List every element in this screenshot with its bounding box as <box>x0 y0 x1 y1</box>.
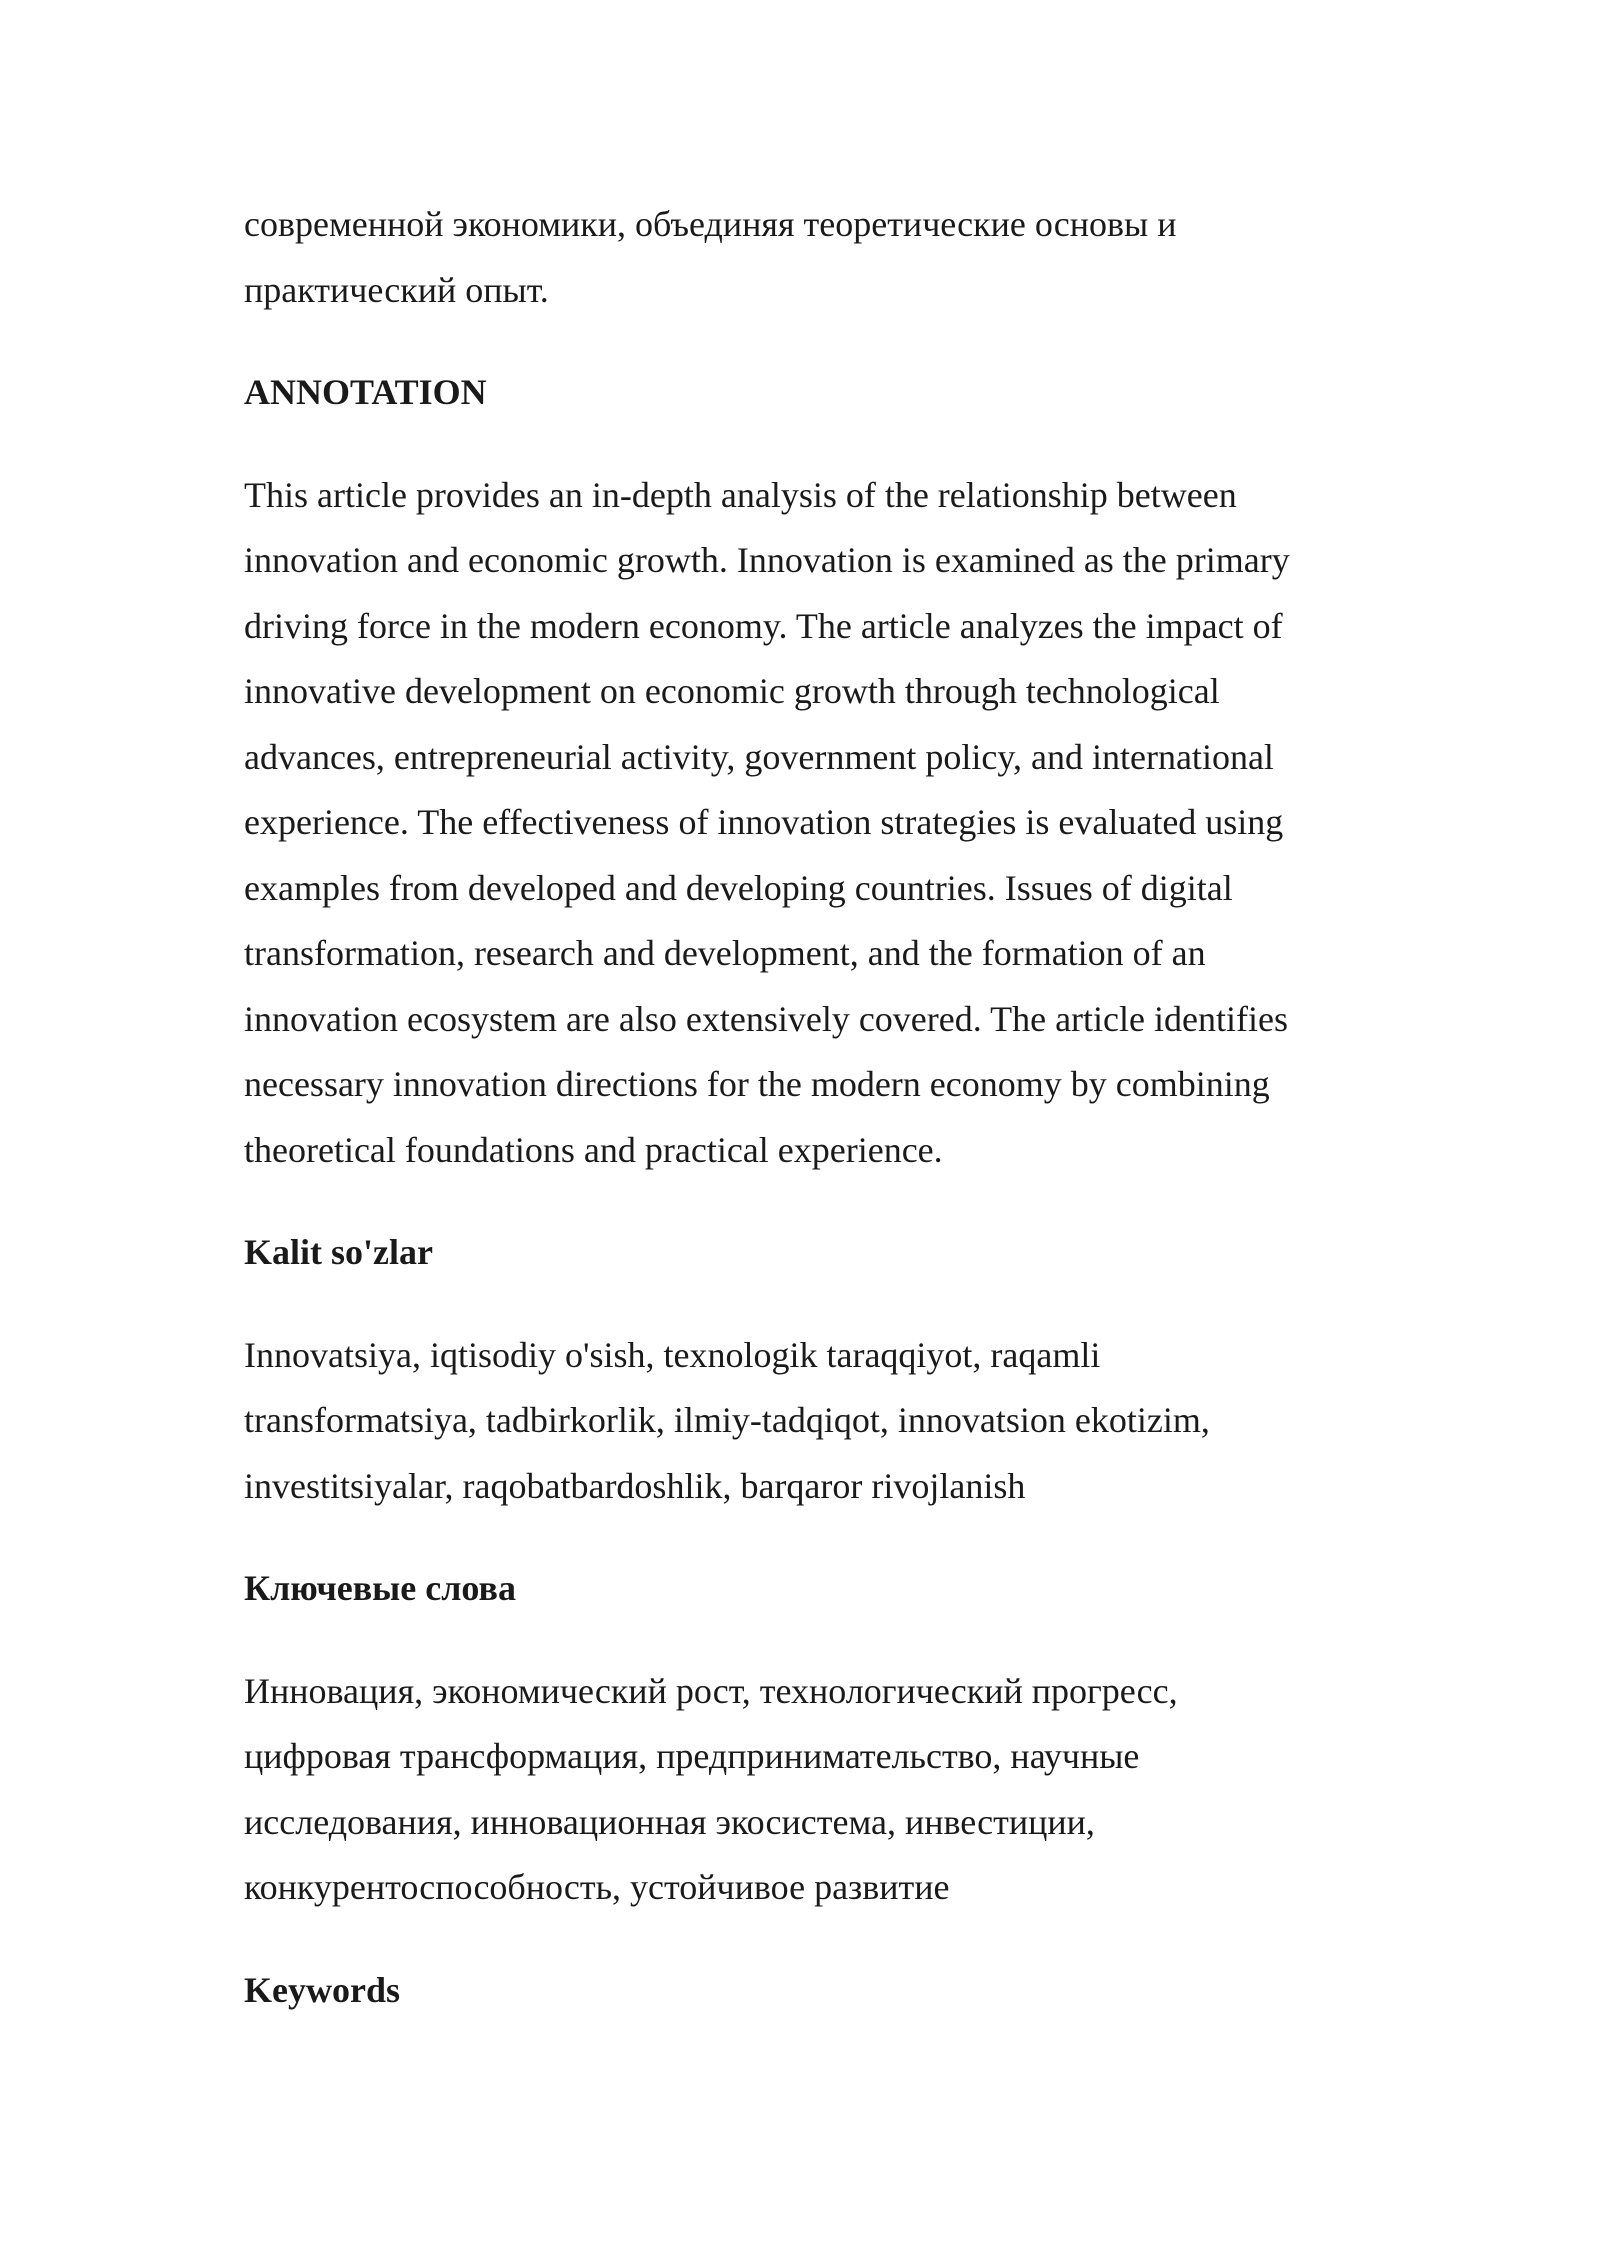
text-line: advances, entrepreneurial activity, government policy, and international <box>244 736 1274 777</box>
annotation-heading: ANNOTATION <box>244 372 487 412</box>
annotation-paragraph <box>244 463 1384 1184</box>
text-line: theoretical foundations and practical experience. <box>244 1129 943 1170</box>
text-line: innovation ecosystem are also extensively covered. The article identifies <box>244 998 1288 1039</box>
text-line: практический опыт. <box>244 269 549 310</box>
text-line: experience. The effectiveness of innovation strategies is evaluated using <box>244 802 1284 842</box>
text-line: driving force in the modern economy. The article analyzes the impact of <box>244 605 1283 646</box>
text-line: innovative development on economic growth through technological <box>244 671 1220 711</box>
text-line: Инновация, экономический рост, технологический прогресс, <box>244 1670 1178 1711</box>
intro-paragraph <box>244 192 1384 323</box>
keywords-heading: Keywords <box>244 1969 400 2010</box>
kalit-sozlar-paragraph <box>244 1323 1384 1520</box>
text-line: examples from developed and developing countries. Issues of digital <box>244 867 1233 908</box>
text-line: современной экономики, объединяя теоретические основы и <box>244 204 1177 244</box>
text-line: investitsiyalar, raqobatbardoshlik, barqaror rivojlanish <box>244 1465 1026 1506</box>
text-line: исследования, инновационная экосистема, инвестиции, <box>244 1801 1095 1842</box>
document-page <box>244 192 1384 2023</box>
text-line: This article provides an in-depth analysis of the relationship between <box>244 474 1237 515</box>
text-line: цифровая трансформация, предпринимательство, научные <box>244 1736 1140 1776</box>
text-line: Innovatsiya, iqtisodiy o'sish, texnologik taraqqiyot, raqamli <box>244 1334 1101 1375</box>
kalit-sozlar-heading: Kalit so'zlar <box>244 1232 433 1272</box>
text-line: transformatsiya, tadbirkorlik, ilmiy-tadqiqot, innovatsion ekotizim, <box>244 1400 1210 1440</box>
klyuchevye-slova-paragraph <box>244 1659 1384 1921</box>
klyuchevye-slova-heading: Ключевые слова <box>244 1568 516 1608</box>
text-line: innovation and economic growth. Innovation is examined as the primary <box>244 540 1290 580</box>
text-line: transformation, research and development, and the formation of an <box>244 933 1206 973</box>
text-line: necessary innovation directions for the modern economy by combining <box>244 1064 1270 1104</box>
text-line: конкурентоспособность, устойчивое развитие <box>244 1867 950 1907</box>
